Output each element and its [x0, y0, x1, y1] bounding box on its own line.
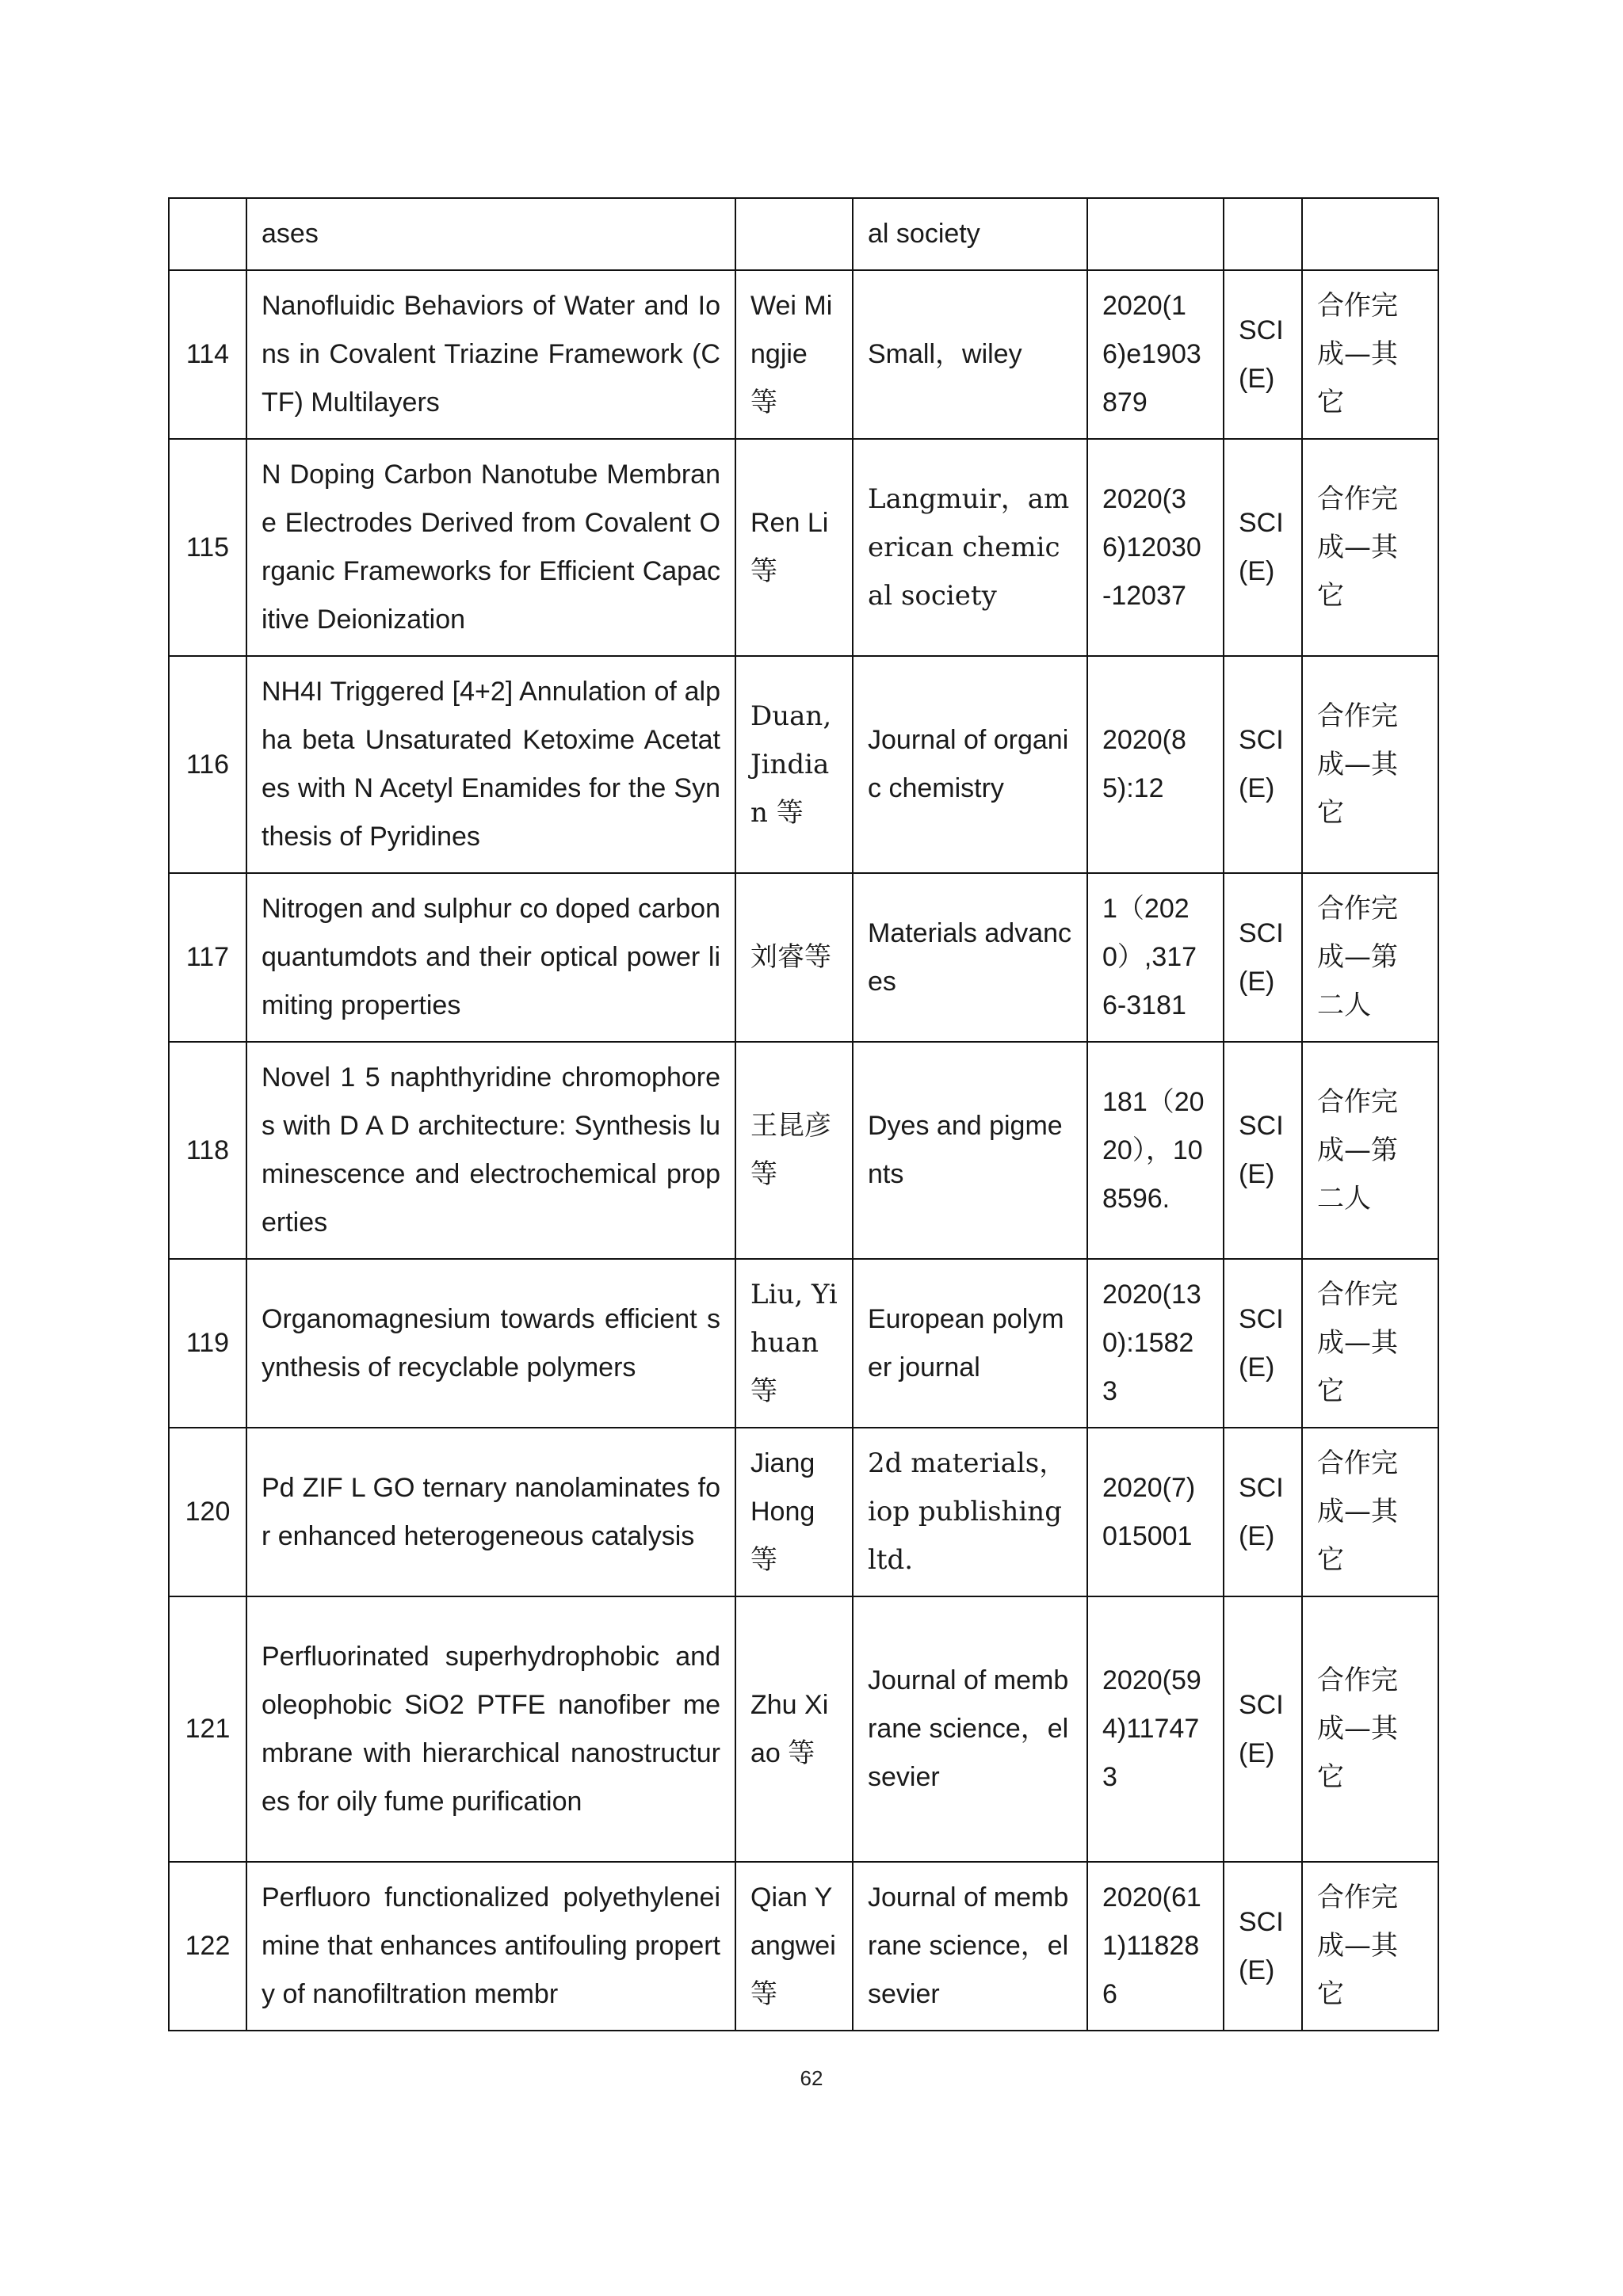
- index-type: SCI (E): [1224, 1042, 1302, 1259]
- paper-title: Pd ZIF L GO ternary nanolaminates for enhanced heterogeneous catalysis: [246, 1428, 735, 1596]
- table-row: [169, 270, 1438, 439]
- paper-volume: 2020(36)12030-12037: [1087, 439, 1224, 656]
- paper-volume: 2020(594)117473: [1087, 1596, 1224, 1862]
- paper-author: [735, 198, 853, 270]
- index-type: SCI (E): [1224, 1862, 1302, 2031]
- table-row: [169, 1259, 1438, 1428]
- author-role: 合作完成—其它: [1302, 1596, 1438, 1862]
- paper-volume: 2020(85):12: [1087, 656, 1224, 873]
- author-role: [1302, 198, 1438, 270]
- paper-author: 王昆彦等: [735, 1042, 853, 1259]
- paper-title: NH4I Triggered [4+2] Annulation of alpha beta Unsaturated Ketoxime Acetates with N Acetyl Enamides for the Synthesis of Pyridines: [246, 656, 735, 873]
- row-number: 118: [169, 1042, 246, 1259]
- author-role: 合作完成—其它: [1302, 1862, 1438, 2031]
- paper-author: 刘睿等: [735, 873, 853, 1042]
- paper-journal: Dyes and pigments: [853, 1042, 1087, 1259]
- paper-author: Zhu Xiao 等: [735, 1596, 853, 1862]
- paper-author: Ren Li 等: [735, 439, 853, 656]
- page-number: 62: [800, 2066, 823, 2090]
- paper-journal: European polymer journal: [853, 1259, 1087, 1428]
- row-number: 119: [169, 1259, 246, 1428]
- table-row: [169, 1042, 1438, 1259]
- table-row: [169, 439, 1438, 656]
- paper-author: Wei Mingjie 等: [735, 270, 853, 439]
- paper-journal: Langmuir，american chemical society: [853, 439, 1087, 656]
- index-type: SCI (E): [1224, 439, 1302, 656]
- table-row: [169, 1428, 1438, 1596]
- paper-author: Duan, Jindian 等: [735, 656, 853, 873]
- index-type: SCI (E): [1224, 1428, 1302, 1596]
- index-type: SCI (E): [1224, 1259, 1302, 1428]
- paper-author: Jiang Hong 等: [735, 1428, 853, 1596]
- table-row: [169, 873, 1438, 1042]
- paper-journal: Materials advances: [853, 873, 1087, 1042]
- row-number: 117: [169, 873, 246, 1042]
- author-role: 合作完成—第二人: [1302, 1042, 1438, 1259]
- paper-volume: 2020(7) 015001: [1087, 1428, 1224, 1596]
- paper-title: Perfluorinated superhydrophobic and oleophobic SiO2 PTFE nanofiber membrane with hierarchical nanostructures for oily fume purification: [246, 1596, 735, 1862]
- table-row: [169, 1862, 1438, 2031]
- row-number: [169, 198, 246, 270]
- paper-title: N Doping Carbon Nanotube Membrane Electrodes Derived from Covalent Organic Frameworks for Efficient Capacitive Deionization: [246, 439, 735, 656]
- index-type: SCI (E): [1224, 656, 1302, 873]
- paper-title: ases: [246, 198, 735, 270]
- publication-table: [168, 197, 1439, 2031]
- row-number: 114: [169, 270, 246, 439]
- row-number: 121: [169, 1596, 246, 1862]
- row-number: 120: [169, 1428, 246, 1596]
- row-number: 116: [169, 656, 246, 873]
- table-row: [169, 656, 1438, 873]
- paper-journal: al society: [853, 198, 1087, 270]
- author-role: 合作完成—第二人: [1302, 873, 1438, 1042]
- paper-journal: Journal of membrane science，elsevier: [853, 1862, 1087, 2031]
- paper-journal: Journal of organic chemistry: [853, 656, 1087, 873]
- index-type: SCI (E): [1224, 873, 1302, 1042]
- paper-volume: 2020(130):15823: [1087, 1259, 1224, 1428]
- paper-author: Liu, Yihuan 等: [735, 1259, 853, 1428]
- author-role: 合作完成—其它: [1302, 270, 1438, 439]
- paper-title: Nitrogen and sulphur co doped carbon quantumdots and their optical power limiting properties: [246, 873, 735, 1042]
- paper-volume: 2020(16)e1903879: [1087, 270, 1224, 439]
- paper-title: Novel 1 5 naphthyridine chromophores with D A D architecture: Synthesis luminescence and electrochemical properties: [246, 1042, 735, 1259]
- paper-volume: [1087, 198, 1224, 270]
- author-role: 合作完成—其它: [1302, 439, 1438, 656]
- paper-volume: 2020(611)118286: [1087, 1862, 1224, 2031]
- paper-title: Organomagnesium towards efficient synthesis of recyclable polymers: [246, 1259, 735, 1428]
- author-role: 合作完成—其它: [1302, 1259, 1438, 1428]
- table-row: [169, 1596, 1438, 1862]
- index-type: [1224, 198, 1302, 270]
- paper-volume: 181（2020），108596.: [1087, 1042, 1224, 1259]
- paper-journal: Journal of membrane science，elsevier: [853, 1596, 1087, 1862]
- row-number: 115: [169, 439, 246, 656]
- row-number: 122: [169, 1862, 246, 2031]
- table-row: [169, 198, 1438, 270]
- paper-title: Perfluoro functionalized polyethyleneimine that enhances antifouling property of nanofiltration membr: [246, 1862, 735, 2031]
- author-role: 合作完成—其它: [1302, 1428, 1438, 1596]
- index-type: SCI (E): [1224, 1596, 1302, 1862]
- index-type: SCI (E): [1224, 270, 1302, 439]
- author-role: 合作完成—其它: [1302, 656, 1438, 873]
- paper-journal: Small，wiley: [853, 270, 1087, 439]
- paper-volume: 1（2020）,3176-3181: [1087, 873, 1224, 1042]
- paper-journal: 2d materials，iop publishing ltd.: [853, 1428, 1087, 1596]
- paper-title: Nanofluidic Behaviors of Water and Ions in Covalent Triazine Framework (CTF) Multilayers: [246, 270, 735, 439]
- paper-author: Qian Yangwei 等: [735, 1862, 853, 2031]
